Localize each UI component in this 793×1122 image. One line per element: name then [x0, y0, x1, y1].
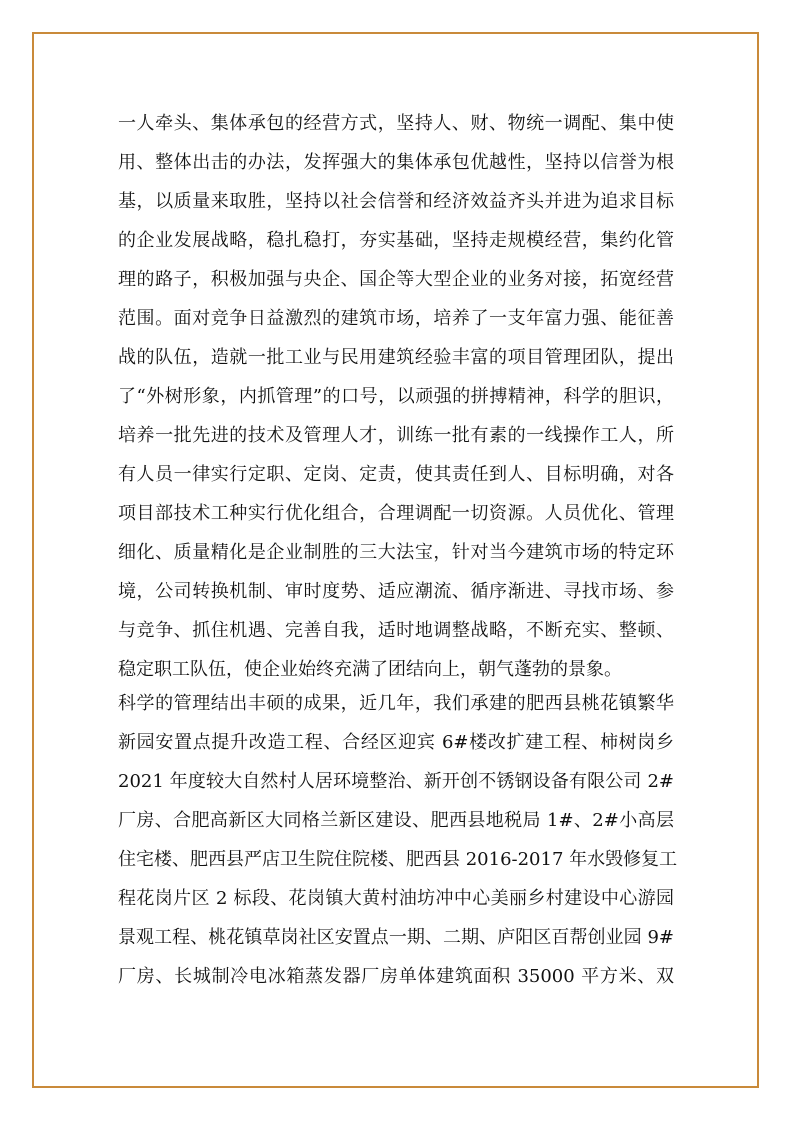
paragraph-project-achievements — [118, 684, 678, 996]
text-line: 理的路子，积极加强与央企、国企等大型企业的业务对接，拓宽经营 — [118, 269, 674, 290]
text-line: 与竞争、抓住机遇、完善自我，适时地调整战略，不断充实、整顿、 — [118, 620, 674, 641]
text-line: 一人牵头、集体承包的经营方式，坚持人、财、物统一调配、集中使 — [118, 113, 674, 134]
text-line: 境，公司转换机制、审时度势、适应潮流、循序渐进、寻找市场、参 — [118, 581, 674, 602]
text-line: 新园安置点提升改造工程、合经区迎宾 6#楼改扩建工程、柿树岗乡 — [118, 732, 674, 753]
text-line: 了“外树形象，内抓管理”的口号，以顽强的拼搏精神，科学的胆识， — [118, 386, 674, 407]
text-line: 细化、质量精化是企业制胜的三大法宝，针对当今建筑市场的特定环 — [118, 542, 674, 563]
text-line: 住宅楼、肥西县严店卫生院住院楼、肥西县 2016-2017 年水毁修复工 — [118, 849, 678, 870]
document-body — [118, 104, 678, 996]
text-line: 2021 年度较大自然村人居环境整治、新开创不锈钢设备有限公司 2# — [118, 771, 674, 792]
text-line: 厂房、合肥高新区大同格兰新区建设、肥西县地税局 1#、2#小高层 — [118, 810, 674, 831]
text-line: 景观工程、桃花镇草岗社区安置点一期、二期、庐阳区百帮创业园 9# — [118, 927, 674, 948]
paragraph-management-approach — [118, 104, 674, 689]
text-line: 基，以质量来取胜，坚持以社会信誉和经济效益齐头并进为追求目标 — [118, 191, 674, 212]
text-line: 厂房、长城制冷电冰箱蒸发器厂房单体建筑面积 35000 平方米、双 — [118, 966, 674, 987]
text-line: 战的队伍，造就一批工业与民用建筑经验丰富的项目管理团队，提出 — [118, 347, 674, 368]
text-line: 有人员一律实行定职、定岗、定责，使其责任到人、目标明确，对各 — [118, 464, 674, 485]
text-line: 科学的管理结出丰硕的成果，近几年，我们承建的肥西县桃花镇繁华 — [118, 693, 674, 714]
text-line: 的企业发展战略，稳扎稳打，夯实基础，坚持走规模经营，集约化管 — [118, 230, 674, 251]
text-line: 培养一批先进的技术及管理人才，训练一批有素的一线操作工人，所 — [118, 425, 674, 446]
text-line: 范围。面对竞争日益激烈的建筑市场，培养了一支年富力强、能征善 — [118, 308, 674, 329]
text-line-last: 稳定职工队伍，使企业始终充满了团结向上，朝气蓬勃的景象。 — [118, 659, 622, 680]
text-line: 用、整体出击的办法，发挥强大的集体承包优越性，坚持以信誉为根 — [118, 152, 674, 173]
text-line: 项目部技术工种实行优化组合，合理调配一切资源。人员优化、管理 — [118, 503, 674, 524]
text-line: 程花岗片区 2 标段、花岗镇大黄村油坊冲中心美丽乡村建设中心游园 — [118, 888, 674, 909]
